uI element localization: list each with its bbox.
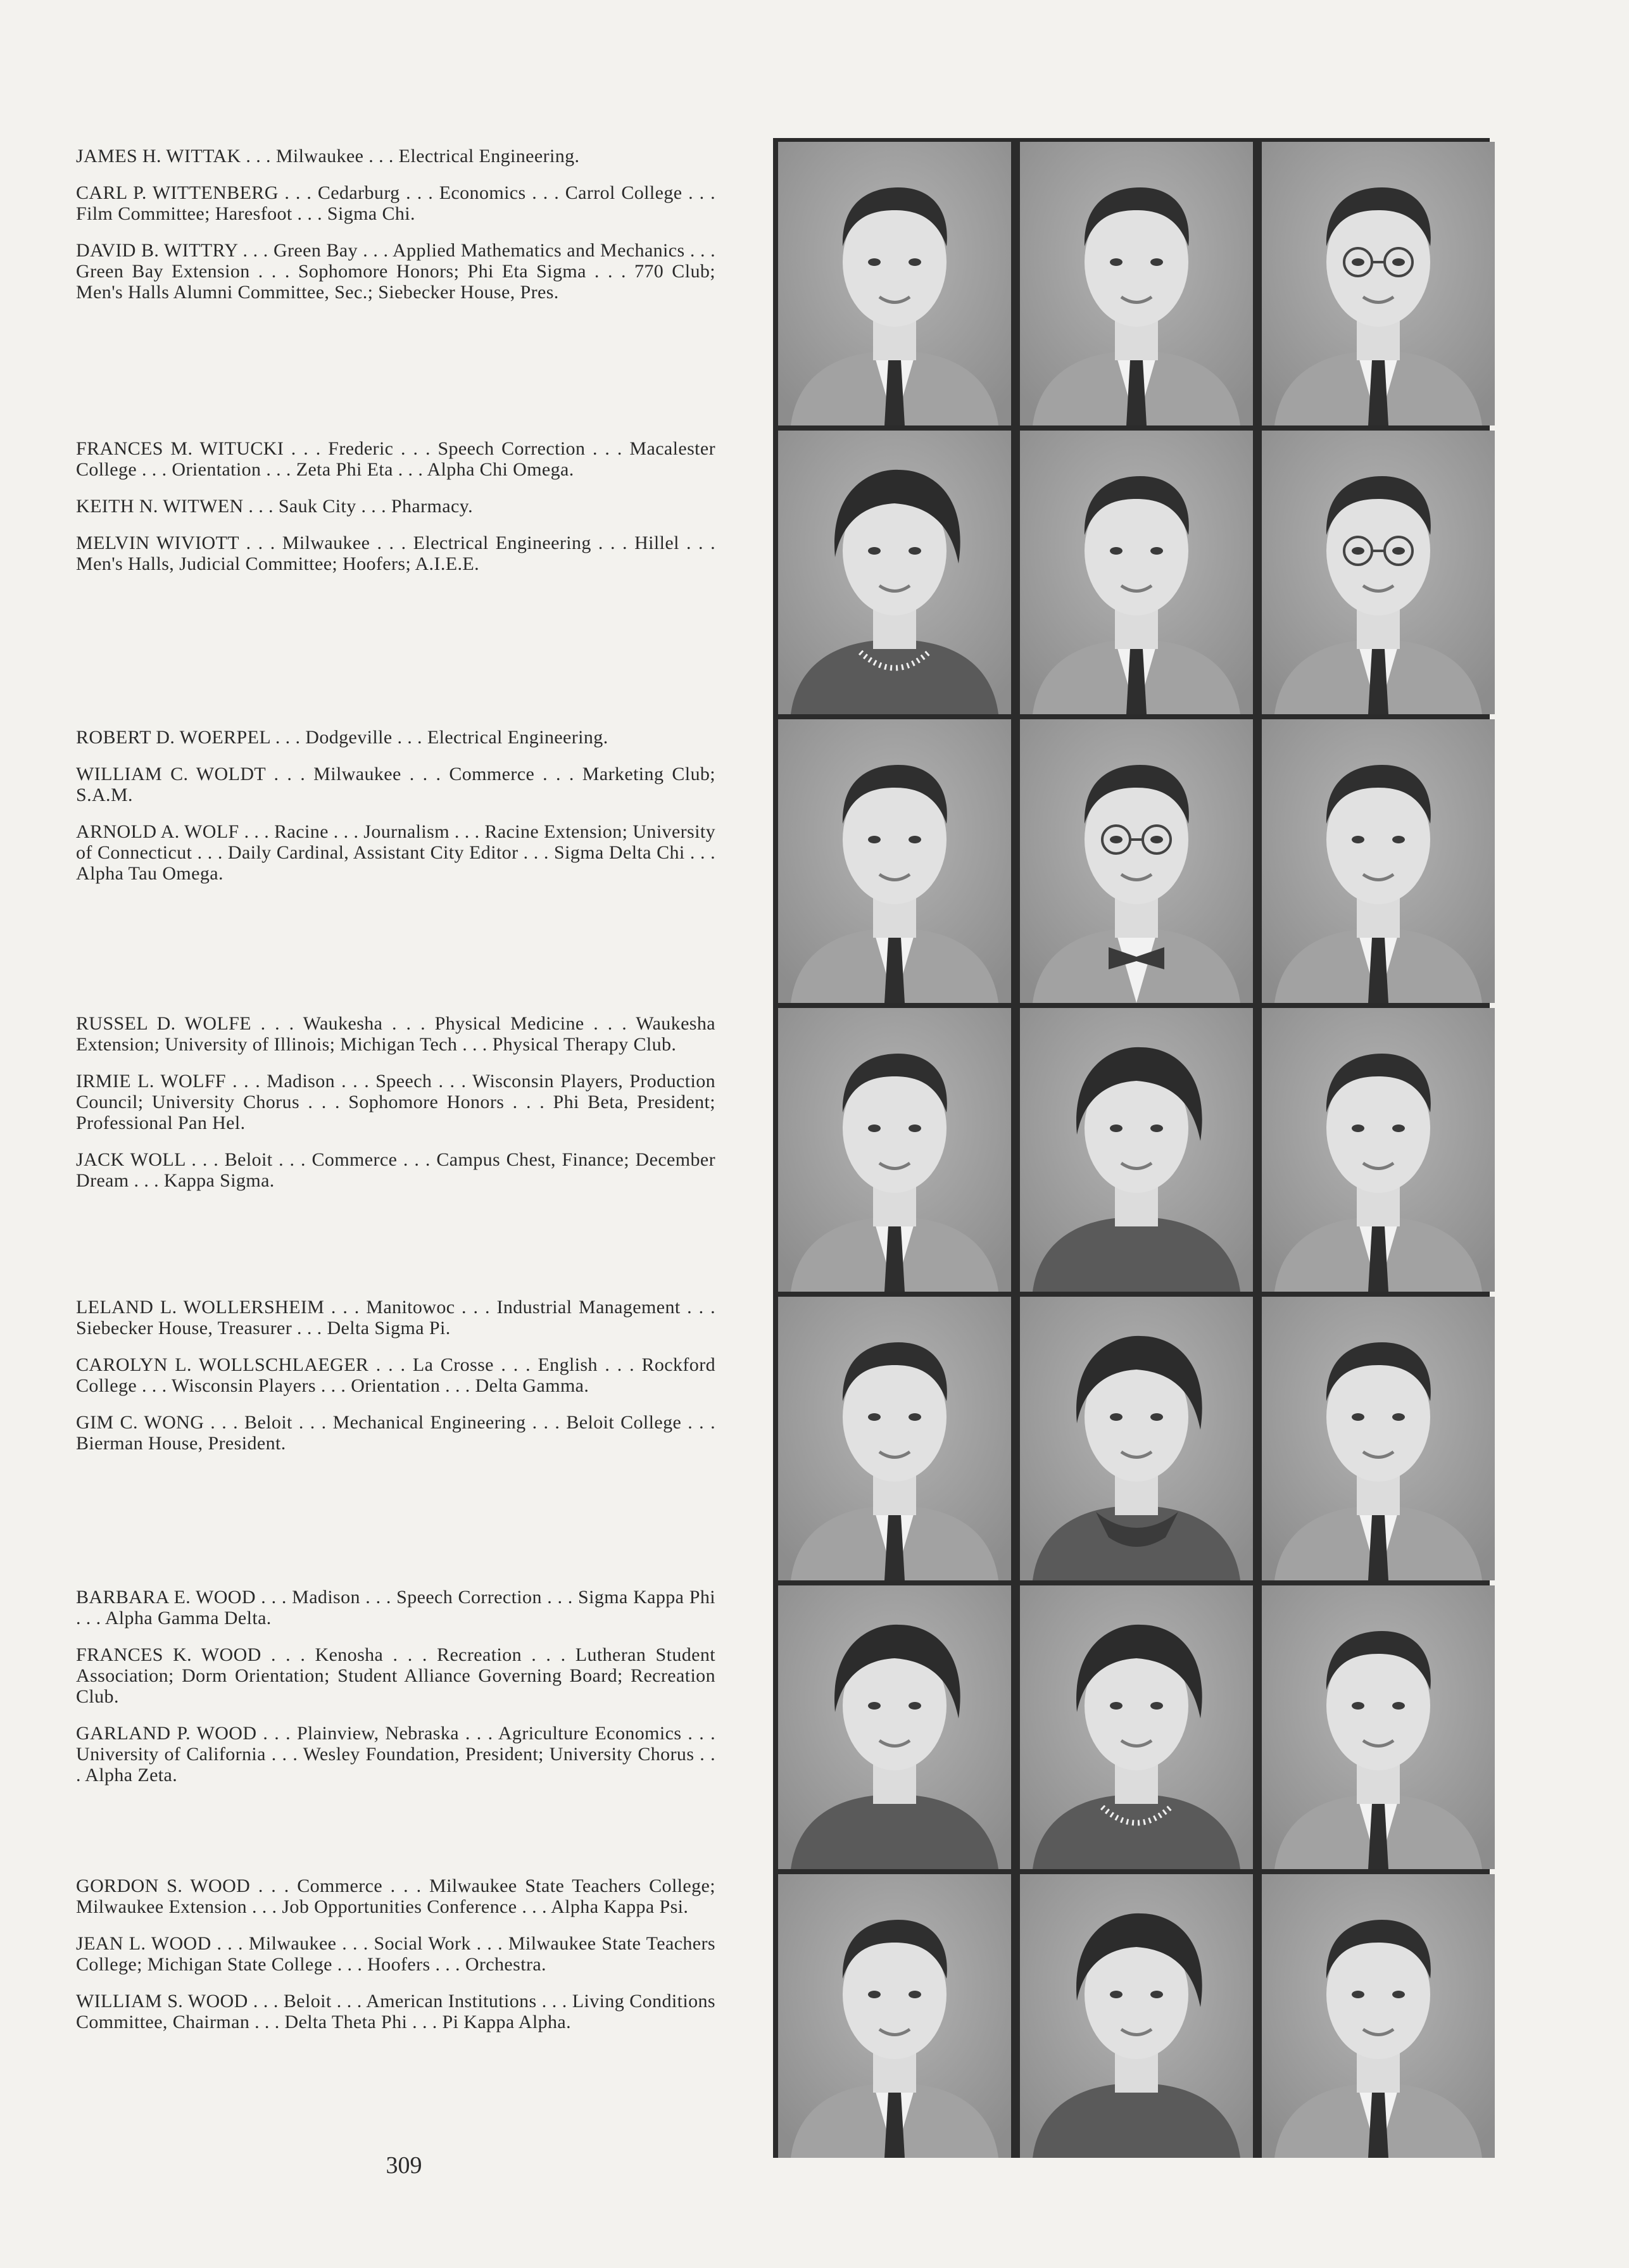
biography-entry: GIM C. WONG . . . Beloit . . . Mechanical Engineering . . . Beloit College . . . Bierman House, President. (76, 1412, 715, 1454)
biography-entry: BARBARA E. WOOD . . . Madison . . . Speech Correction . . . Sigma Kappa Phi . . . Alpha Gamma Delta. (76, 1587, 715, 1629)
portrait-photo (1262, 142, 1495, 425)
portrait-photo (1262, 1008, 1495, 1292)
portrait-photo (778, 431, 1011, 714)
portrait-photo (1020, 1008, 1253, 1292)
biography-entry: DAVID B. WITTRY . . . Green Bay . . . Applied Mathematics and Mechanics . . . Green Bay Extension . . . Sophomore Honors; Phi Eta Sigma . . . 770 Club; Men's Halls Alumni Committee, Sec.; Siebecker House, Pres. (76, 240, 715, 303)
biography-entry: LELAND L. WOLLERSHEIM . . . Manitowoc . . . Industrial Management . . . Siebecker House, Treasurer . . . Delta Sigma Pi. (76, 1297, 715, 1339)
portrait-photo (1020, 142, 1253, 425)
portrait-photo (778, 1585, 1011, 1869)
portrait-photo (1020, 1874, 1253, 2158)
biography-group-7 (76, 1875, 715, 2048)
biography-entry: KEITH N. WITWEN . . . Sauk City . . . Pharmacy. (76, 496, 474, 517)
portrait-photo (778, 1874, 1011, 2158)
biography-entry: RUSSEL D. WOLFE . . . Waukesha . . . Physical Medicine . . . Waukesha Extension; University of Illinois; Michigan Tech . . . Physical Therapy Club. (76, 1013, 715, 1055)
portrait-photo (1262, 431, 1495, 714)
biography-entry: MELVIN WIVIOTT . . . Milwaukee . . . Electrical Engineering . . . Hillel . . . Men's Halls, Judicial Committee; Hoofers; A.I.E.E. (76, 532, 715, 574)
biography-group-6 (76, 1587, 715, 1801)
portrait-photo-grid (773, 138, 1490, 2158)
biography-entry: WILLIAM S. WOOD . . . Beloit . . . American Institutions . . . Living Conditions Committee, Chairman . . . Delta Theta Phi . . . Pi Kappa Alpha. (76, 1991, 715, 2032)
portrait-photo (778, 1297, 1011, 1580)
biography-group-3 (76, 727, 715, 900)
biography-group-1 (76, 146, 715, 318)
biography-entry: JAMES H. WITTAK . . . Milwaukee . . . Electrical Engineering. (76, 146, 580, 167)
portrait-photo (778, 142, 1011, 425)
portrait-photo (1020, 1585, 1253, 1869)
portrait-photo (778, 719, 1011, 1003)
biography-entry: WILLIAM C. WOLDT . . . Milwaukee . . . Commerce . . . Marketing Club; S.A.M. (76, 764, 715, 805)
biography-entry: GARLAND P. WOOD . . . Plainview, Nebraska . . . Agriculture Economics . . . University of California . . . Wesley Foundation, President; University Chorus . . . Alpha Zeta. (76, 1723, 715, 1786)
portrait-photo (1020, 1297, 1253, 1580)
portrait-photo (778, 1008, 1011, 1292)
biography-entry: ROBERT D. WOERPEL . . . Dodgeville . . . Electrical Engineering. (76, 727, 608, 748)
biography-group-4 (76, 1013, 715, 1207)
page-number: 309 (386, 2152, 422, 2179)
biography-entry: ARNOLD A. WOLF . . . Racine . . . Journalism . . . Racine Extension; University of Connecticut . . . Daily Cardinal, Assistant City Editor . . . Sigma Delta Chi . . . Alpha Tau Omega. (76, 821, 715, 884)
biography-entry: FRANCES M. WITUCKI . . . Frederic . . . Speech Correction . . . Macalester College . . . Orientation . . . Zeta Phi Eta . . . Alpha Chi Omega. (76, 438, 715, 480)
biography-group-2 (76, 438, 715, 590)
biography-entry: JEAN L. WOOD . . . Milwaukee . . . Social Work . . . Milwaukee State Teachers College; Michigan State College . . . Hoofers . . . Orchestra. (76, 1933, 715, 1975)
portrait-photo (1262, 1874, 1495, 2158)
portrait-photo (1262, 1297, 1495, 1580)
biography-entry: CAROLYN L. WOLLSCHLAEGER . . . La Crosse . . . English . . . Rockford College . . . Wisconsin Players . . . Orientation . . . Delta Gamma. (76, 1354, 715, 1396)
biography-entry: CARL P. WITTENBERG . . . Cedarburg . . . Economics . . . Carrol College . . . Film Committee; Haresfoot . . . Sigma Chi. (76, 182, 715, 224)
biography-group-5 (76, 1297, 715, 1470)
biography-entry: FRANCES K. WOOD . . . Kenosha . . . Recreation . . . Lutheran Student Association; Dorm Orientation; Student Alliance Governing Board; Recreation Club. (76, 1644, 715, 1707)
portrait-photo (1262, 719, 1495, 1003)
biography-entry: JACK WOLL . . . Beloit . . . Commerce . . . Campus Chest, Finance; December Dream . . . Kappa Sigma. (76, 1149, 715, 1191)
biography-entry: IRMIE L. WOLFF . . . Madison . . . Speech . . . Wisconsin Players, Production Council; University Chorus . . . Sophomore Honors . . . Phi Beta, President; Professional Pan Hel. (76, 1071, 715, 1133)
portrait-photo (1020, 431, 1253, 714)
biography-entry: GORDON S. WOOD . . . Commerce . . . Milwaukee State Teachers College; Milwaukee Extension . . . Job Opportunities Conference . . . Alpha Kappa Psi. (76, 1875, 715, 1917)
portrait-photo (1262, 1585, 1495, 1869)
portrait-photo (1020, 719, 1253, 1003)
